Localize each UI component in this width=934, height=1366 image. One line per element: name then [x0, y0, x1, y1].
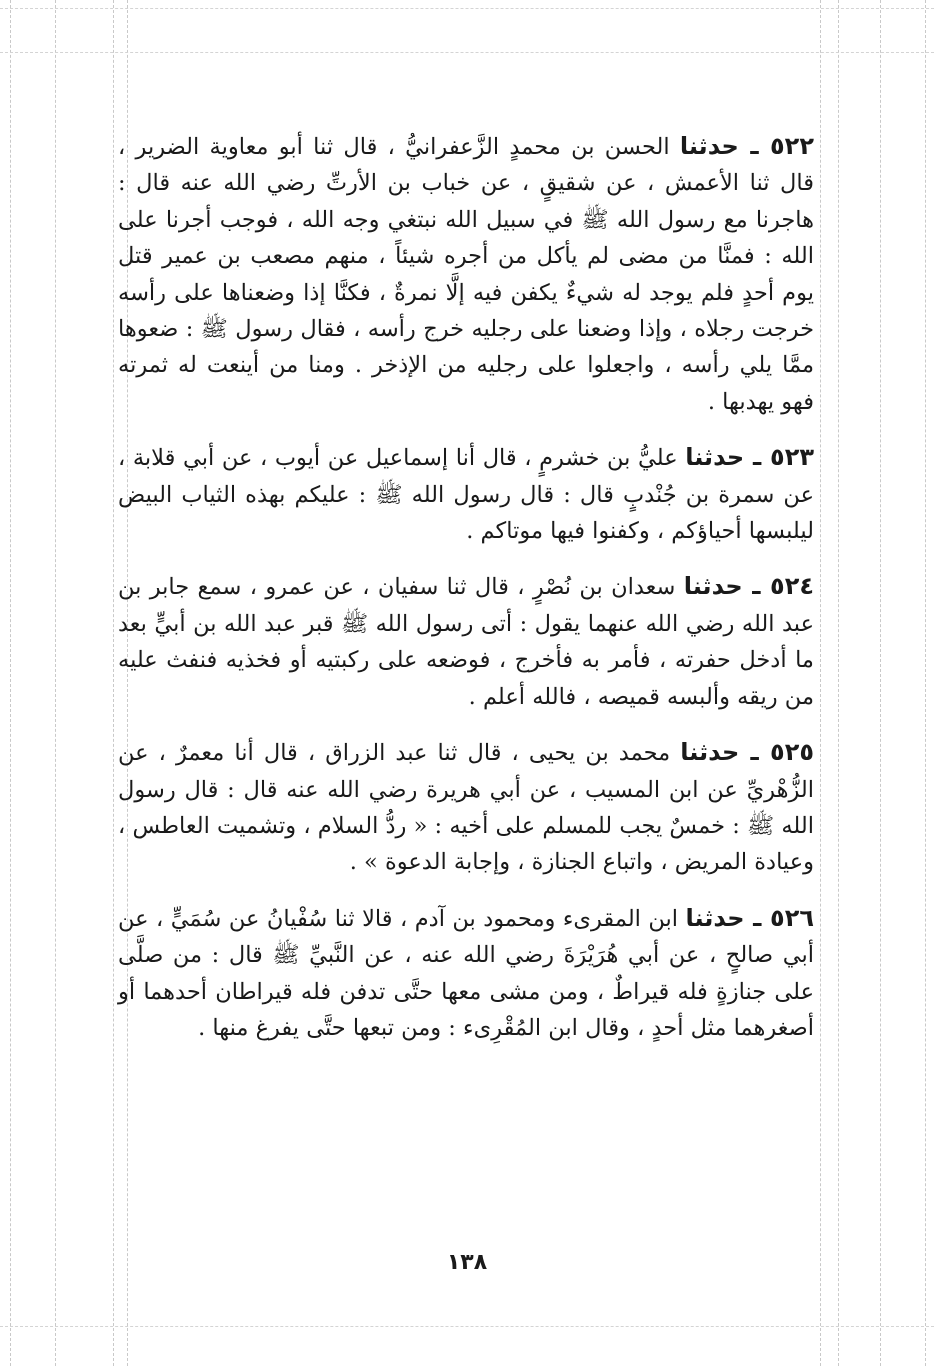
- hadith-separator: ـ: [744, 443, 771, 472]
- hadith-keyword: حدثنا: [680, 738, 740, 767]
- hadith-paragraph: [118, 900, 814, 1047]
- hadith-separator: ـ: [742, 572, 771, 601]
- hadith-text: ابن المقرىء ومحمود بن آدم ، قالا ثنا سُفْيانُ عن سُمَيٍّ ، عن أبي صالحٍ ، عن أبي هُرَيْرَةَ رضي الله عنه ، عن النَّبيِّ ﷺ قال : من صلَّى على جنازةٍ فله قيراطٌ ، ومن مشى معها حتَّى تدفن فله قيراطان أحدهما أو أصغرهما مثل أحدٍ ، وقال ابن المُقْرِىء : ومن تبعها حتَّى يفرغ منها .: [118, 905, 814, 1041]
- hadith-keyword: حدثنا: [685, 903, 745, 932]
- margin-guide-line: [0, 52, 934, 53]
- hadith-text: عليُّ بن خشرمٍ ، قال أنا إسماعيل عن أيوب ، عن أبي قلابة ، عن سمرة بن جُنْدبٍ قال : قال رسول الله ﷺ : عليكم بهذه الثياب البيض ليلبسها أحياؤكم ، وكفنوا فيها موتاكم .: [118, 445, 814, 545]
- hadith-separator: ـ: [744, 903, 771, 932]
- hadith-text: الحسن بن محمدٍ الزَّعفرانيُّ ، قال ثنا أبو معاوية الضرير ، قال ثنا الأعمش ، عن شقيقٍ ، عن خباب بن الأرتِّ رضي الله عنه قال : هاجرنا مع رسول الله ﷺ في سبيل الله نبتغي وجه الله ، فوجب أجرنا على الله : فمنَّا من مضى لم يأكل من أجره شيئاً ، منهم مصعب بن عمير قتل يوم أحدٍ فلم يوجد له شيءٌ يكفن فيه إلَّا نمرةٌ ، فكنَّا إذا وضعناها على رأسه خرجت رجلاه ، وإذا وضعنا على رجليه خرج رأسه ، فقال رسول ﷺ : ضعوها ممَّا يلي رأسه ، واجعلوا على رجليه من الإذخر . ومنا من أينعت له ثمرته فهو يهدبها .: [118, 134, 814, 415]
- hadith-525: [118, 734, 814, 881]
- margin-guide-line: [820, 0, 821, 1366]
- margin-guide-line: [113, 0, 114, 1366]
- page-number: ١٣٨: [446, 1250, 488, 1275]
- hadith-text: محمد بن يحيى ، قال ثنا عبد الزراق ، قال أنا معمرٌ ، عن الزُّهْريِّ عن ابن المسيب ، عن أبي هريرة رضي الله عنه قال : قال رسول الله ﷺ : خمسٌ يجب للمسلم على أخيه : « ردُّ السلام ، وتشميت العاطس ، وعيادة المريض ، واتباع الجنازة ، وإجابة الدعوة » .: [118, 740, 814, 876]
- hadith-number: ٥٢٣: [770, 443, 814, 472]
- margin-guide-line: [880, 0, 881, 1366]
- hadith-keyword: حدثنا: [679, 132, 739, 160]
- hadith-separator: ـ: [738, 132, 771, 160]
- hadith-paragraph: [118, 734, 814, 881]
- margin-guide-line: [10, 0, 11, 1366]
- hadith-paragraph: [118, 568, 814, 715]
- hadith-number: ٥٢٢: [770, 132, 814, 160]
- margin-guide-line: [838, 0, 839, 1366]
- hadith-paragraph: [118, 128, 814, 420]
- hadith-number: ٥٢٤: [770, 572, 814, 601]
- hadith-number: ٥٢٦: [770, 903, 814, 932]
- hadith-keyword: حدثنا: [685, 443, 745, 472]
- hadith-524: [118, 568, 814, 715]
- hadith-keyword: حدثنا: [683, 572, 743, 601]
- margin-guide-line: [0, 8, 934, 9]
- hadith-number: ٥٢٥: [770, 738, 814, 767]
- hadith-522: [118, 128, 814, 420]
- margin-guide-line: [925, 0, 926, 1366]
- hadith-text: سعدان بن نُصْرٍ ، قال ثنا سفيان ، عن عمرو ، سمع جابر بن عبد الله رضي الله عنهما يقول : أتى رسول الله ﷺ قبر عبد الله بن أبيٍّ بعد ما أدخل حفرته ، فأمر به فأخرج ، فوضعه على ركبتيه أو فخذيه فنفث عليه من ريقه وألبسه قميصه ، فالله أعلم .: [118, 574, 814, 710]
- hadith-526: [118, 900, 814, 1047]
- hadith-separator: ـ: [739, 738, 771, 767]
- margin-guide-line: [55, 0, 56, 1366]
- hadith-523: [118, 439, 814, 549]
- page-body: [118, 128, 814, 1065]
- margin-guide-line: [0, 1326, 934, 1327]
- hadith-paragraph: [118, 439, 814, 549]
